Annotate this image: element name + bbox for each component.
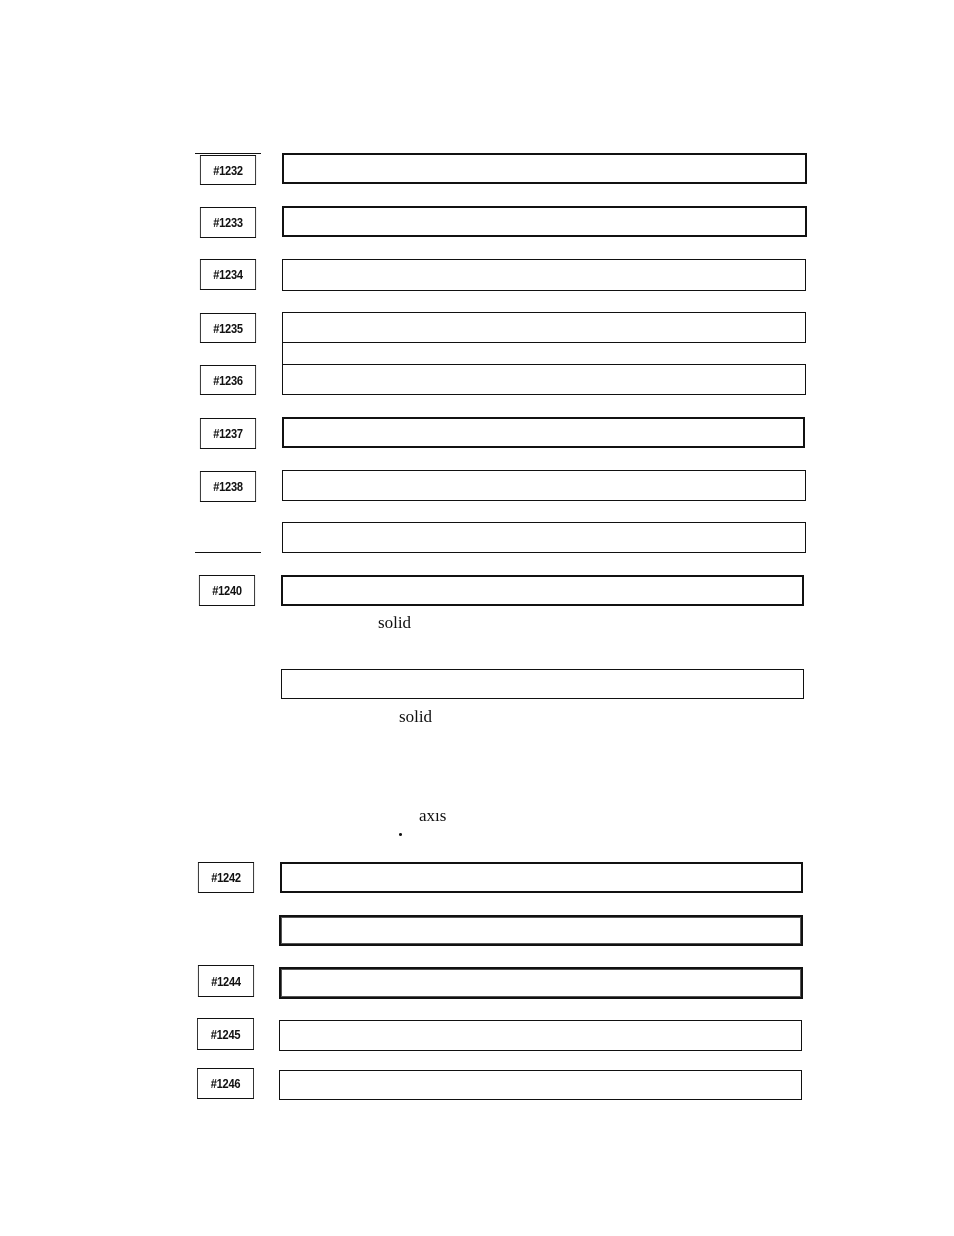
field-1232 <box>282 153 807 184</box>
field-1243 <box>279 915 803 946</box>
parameter-tag-1245: #1245 <box>197 1018 254 1050</box>
field-1240 <box>281 575 804 606</box>
field-1233 <box>282 206 807 237</box>
parameter-tag-1235: #1235 <box>200 313 256 343</box>
note-solid-2: solid <box>399 707 433 726</box>
stray-dot <box>399 833 402 836</box>
tag-top-rule <box>195 153 261 154</box>
field-1236 <box>282 364 806 395</box>
parameter-tag-1237: #1237 <box>200 418 256 449</box>
field-1241 <box>281 669 804 699</box>
field-1245 <box>279 1020 802 1051</box>
missing-tag-rule <box>195 552 261 553</box>
field-1234 <box>282 259 806 291</box>
field-connector-rule <box>282 343 284 364</box>
note-axis: axıs <box>419 806 447 825</box>
parameter-tag-1234: #1234 <box>200 259 256 290</box>
parameter-tag-1246: #1246 <box>197 1068 254 1099</box>
field-1242 <box>280 862 803 893</box>
field-1239 <box>282 522 806 553</box>
parameter-tag-1240: #1240 <box>199 575 255 606</box>
field-1237 <box>282 417 805 448</box>
field-1235 <box>282 312 806 343</box>
parameter-tag-1238: #1238 <box>200 471 256 502</box>
parameter-tag-1233: #1233 <box>200 207 256 238</box>
parameter-tag-1232: #1232 <box>200 155 256 185</box>
field-1246 <box>279 1070 802 1100</box>
field-1244 <box>279 967 803 999</box>
parameter-tag-1236: #1236 <box>200 365 256 395</box>
field-1238 <box>282 470 806 501</box>
parameter-tag-1242: #1242 <box>198 862 254 893</box>
note-solid-1: solid <box>378 613 412 632</box>
parameter-tag-1244: #1244 <box>198 965 254 997</box>
